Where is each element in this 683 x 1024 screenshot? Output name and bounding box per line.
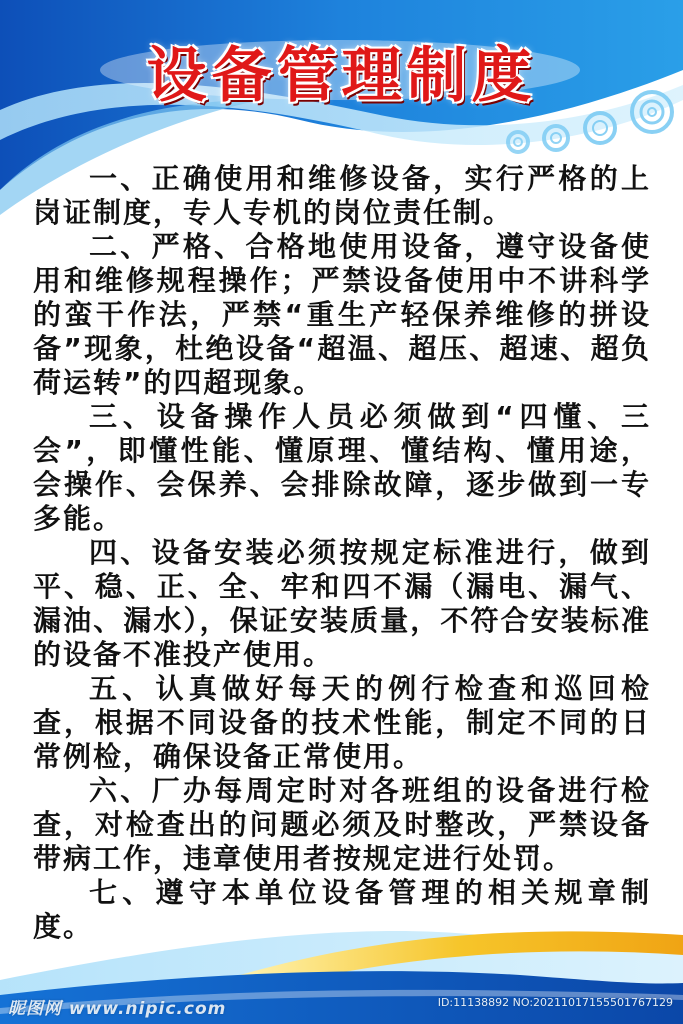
site-watermark: 昵图网 www.nipic.com [8, 999, 227, 1019]
rule-paragraph-6: 六、厂办每周定时对各班组的设备进行检查，对检查出的问题必须及时整改，严禁设备带病工作，违章使用者按规定进行处罚。 [33, 774, 651, 875]
rule-paragraph-5: 五、认真做好每天的例行检查和巡回检查，根据不同设备的技术性能，制定不同的日常例检，确保设备正常使用。 [33, 672, 651, 773]
image-id-watermark: ID:11138892 NO:20211017155501767129 [437, 996, 673, 1009]
rule-paragraph-4: 四、设备安装必须按规定标准进行，做到平、稳、正、全、牢和四不漏（漏电、漏气、漏油、漏水），保证安装质量，不符合安装标准的设备不准投产使用。 [33, 536, 651, 671]
page-title: 设备管理制度 [146, 41, 537, 111]
rule-paragraph-7: 七、遵守本单位设备管理的相关规章制度。 [33, 876, 651, 943]
rules-body [33, 162, 651, 944]
rule-paragraph-3: 三、设备操作人员必须做到“四懂、三会”，即懂性能、懂原理、懂结构、懂用途，会操作、会保养、会排除故障，逐步做到一专多能。 [33, 400, 651, 535]
rule-paragraph-1: 一、正确使用和维修设备，实行严格的上岗证制度，专人专机的岗位责任制。 [33, 162, 651, 229]
rule-paragraph-2: 二、严格、合格地使用设备，遵守设备使用和维修规程操作；严禁设备使用中不讲科学的蛮干作法，严禁“重生产轻保养维修的拼设备”现象，杜绝设备“超温、超压、超速、超负荷运转”的四超现象。 [33, 230, 651, 399]
